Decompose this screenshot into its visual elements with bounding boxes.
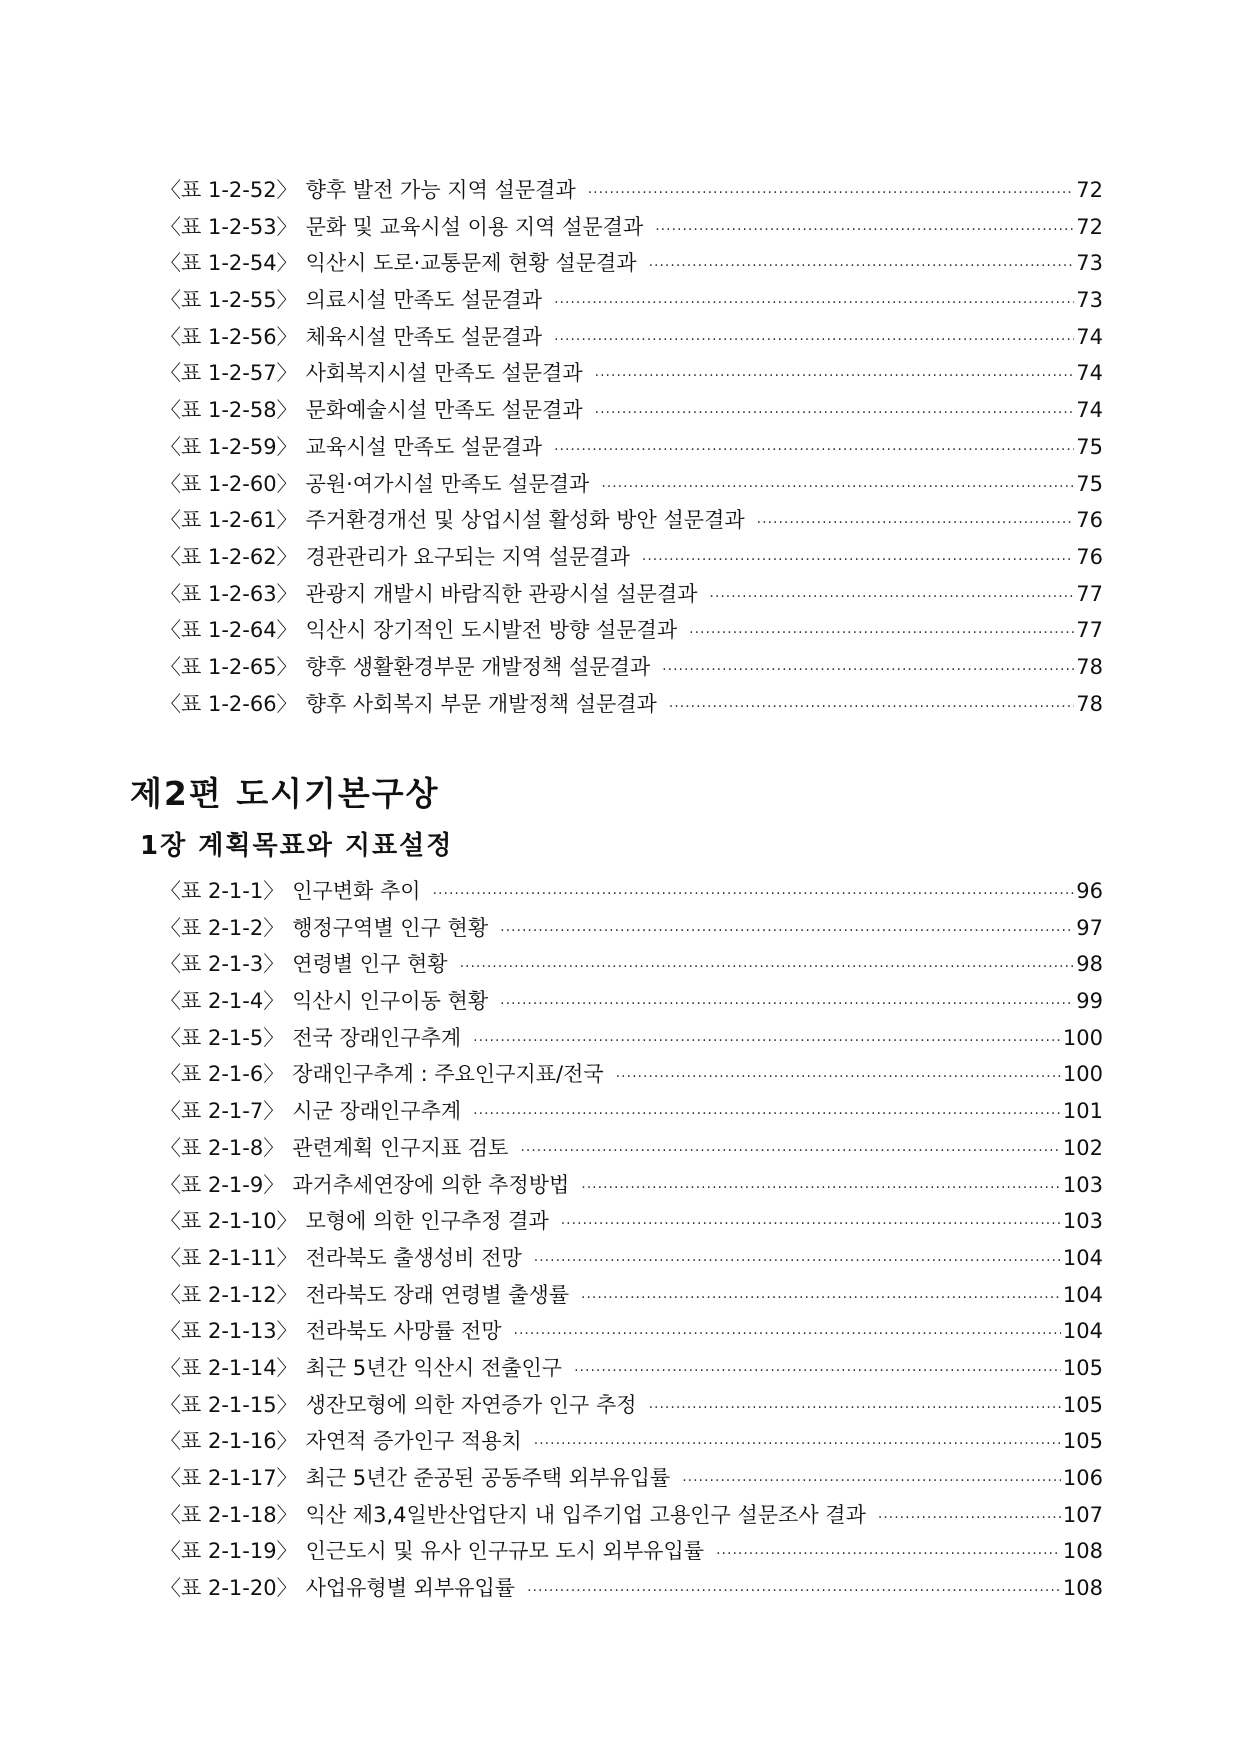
dot-leader: [534, 1426, 1061, 1463]
toc-entry[interactable]: [160, 1533, 1103, 1570]
toc-entry-page: 108: [1062, 1576, 1103, 1601]
toc-entry-title: 관련계획 인구지표 검토: [292, 1135, 509, 1160]
toc-entry-page: 75: [1076, 471, 1103, 496]
toc-entry-number: 〈표 1-2-60〉: [160, 471, 298, 496]
toc-entry-page: 103: [1062, 1172, 1103, 1197]
toc-list-part1-tables: [160, 172, 1103, 722]
toc-entry[interactable]: [160, 946, 1103, 983]
dot-leader: [669, 689, 1074, 726]
toc-entry[interactable]: [160, 429, 1103, 466]
toc-entry-number: 〈표 1-2-56〉: [160, 324, 298, 349]
toc-entry-page: 102: [1062, 1135, 1103, 1160]
toc-entry[interactable]: [160, 1130, 1103, 1167]
toc-entry-title: 사회복지시설 만족도 설문결과: [305, 361, 583, 386]
toc-entry[interactable]: [160, 686, 1103, 723]
dot-leader: [500, 986, 1074, 1023]
toc-entry-page: 76: [1076, 508, 1103, 533]
toc-entry-number: 〈표 1-2-63〉: [160, 581, 298, 606]
toc-list-chapter1-tables: [160, 873, 1103, 1607]
dot-leader: [554, 285, 1074, 322]
toc-entry-title: 인구변화 추이: [292, 879, 421, 903]
dot-leader: [554, 432, 1074, 469]
toc-entry-title: 익산 제3,4일반산업단지 내 입주기업 고용인구 설문조사 결과: [305, 1502, 866, 1527]
toc-entry-title: 생잔모형에 의한 자연증가 인구 추정: [305, 1392, 637, 1417]
toc-entry-title: 연령별 인구 현황: [292, 952, 448, 977]
toc-entry-page: 104: [1062, 1319, 1103, 1344]
toc-entry-title: 의료시설 만족도 설문결과: [305, 288, 543, 313]
toc-entry-page: 74: [1076, 324, 1103, 349]
toc-entry[interactable]: [160, 983, 1103, 1020]
toc-entry-number: 〈표 2-1-17〉: [160, 1466, 298, 1490]
dot-leader: [716, 1536, 1061, 1573]
dot-leader: [689, 615, 1074, 652]
toc-entry-title: 전라북도 장래 연령별 출생률: [305, 1282, 570, 1307]
dot-leader: [649, 1390, 1061, 1427]
toc-entry[interactable]: [160, 245, 1103, 282]
toc-entry-number: 〈표 1-2-61〉: [160, 508, 298, 533]
toc-entry-page: 72: [1076, 178, 1103, 202]
dot-leader: [709, 579, 1074, 616]
dot-leader: [500, 913, 1074, 950]
toc-entry-page: 103: [1062, 1209, 1103, 1234]
toc-entry[interactable]: [160, 502, 1103, 539]
toc-entry-page: 72: [1076, 214, 1103, 239]
dot-leader: [514, 1316, 1061, 1353]
dot-leader: [561, 1206, 1061, 1243]
toc-entry-number: 〈표 1-2-52〉: [160, 178, 298, 202]
toc-entry[interactable]: [160, 1240, 1103, 1277]
toc-entry-number: 〈표 1-2-64〉: [160, 618, 298, 643]
dot-leader: [588, 175, 1075, 212]
toc-entry-number: 〈표 1-2-54〉: [160, 251, 298, 276]
toc-entry[interactable]: [160, 319, 1103, 356]
toc-entry-title: 장래인구추계 : 주요인구지표/전국: [292, 1062, 604, 1087]
toc-entry-page: 98: [1076, 952, 1103, 977]
toc-entry-page: 100: [1062, 1025, 1103, 1050]
toc-entry-number: 〈표 1-2-62〉: [160, 544, 298, 569]
toc-entry[interactable]: [160, 910, 1103, 947]
toc-entry-number: 〈표 2-1-3〉: [160, 952, 285, 977]
toc-entry-title: 문화예술시설 만족도 설문결과: [305, 398, 583, 423]
toc-entry-title: 모형에 의한 인구추정 결과: [305, 1209, 549, 1234]
toc-entry[interactable]: [160, 649, 1103, 686]
toc-entry-number: 〈표 2-1-15〉: [160, 1392, 298, 1417]
toc-entry[interactable]: [160, 1570, 1103, 1607]
toc-entry-number: 〈표 2-1-4〉: [160, 989, 285, 1014]
toc-entry-title: 행정구역별 인구 현황: [292, 915, 489, 940]
toc-entry-page: 96: [1076, 879, 1103, 903]
dot-leader: [655, 212, 1074, 249]
dot-leader: [581, 1280, 1061, 1317]
toc-entry-number: 〈표 1-2-59〉: [160, 434, 298, 459]
toc-entry-page: 73: [1076, 288, 1103, 313]
toc-entry-number: 〈표 2-1-6〉: [160, 1062, 285, 1087]
toc-entry-title: 체육시설 만족도 설문결과: [305, 324, 543, 349]
toc-entry-title: 관광지 개발시 바람직한 관광시설 설문결과: [305, 581, 698, 606]
dot-leader: [460, 949, 1075, 986]
dot-leader: [595, 395, 1075, 432]
toc-entry-page: 99: [1076, 989, 1103, 1014]
toc-entry-title: 전국 장래인구추계: [292, 1025, 462, 1050]
toc-entry-title: 최근 5년간 익산시 전출인구: [305, 1355, 563, 1380]
toc-entry-number: 〈표 2-1-12〉: [160, 1282, 298, 1307]
toc-entry-title: 전라북도 출생성비 전망: [305, 1245, 522, 1270]
toc-entry[interactable]: [160, 1387, 1103, 1424]
toc-entry[interactable]: [160, 1093, 1103, 1130]
dot-leader: [581, 1170, 1061, 1207]
toc-entry-number: 〈표 1-2-65〉: [160, 654, 298, 679]
toc-entry[interactable]: [160, 873, 1103, 910]
toc-entry-number: 〈표 2-1-11〉: [160, 1245, 298, 1270]
toc-entry-title: 향후 생활환경부문 개발정책 설문결과: [305, 654, 651, 679]
toc-entry-number: 〈표 2-1-19〉: [160, 1539, 298, 1564]
toc-entry-page: 105: [1062, 1355, 1103, 1380]
part-title: 제2편 도시기본구상: [130, 774, 440, 813]
toc-entry[interactable]: [160, 576, 1103, 613]
dot-leader: [757, 505, 1075, 542]
toc-entry[interactable]: [160, 209, 1103, 246]
toc-entry[interactable]: [160, 1167, 1103, 1204]
toc-entry-title: 익산시 인구이동 현황: [292, 989, 489, 1014]
dot-leader: [642, 542, 1074, 579]
toc-entry[interactable]: [160, 172, 1103, 209]
dot-leader: [520, 1133, 1060, 1170]
toc-entry-page: 104: [1062, 1245, 1103, 1270]
dot-leader: [574, 1353, 1061, 1390]
toc-entry-page: 73: [1076, 251, 1103, 276]
toc-entry-number: 〈표 2-1-16〉: [160, 1429, 298, 1454]
toc-entry-number: 〈표 1-2-58〉: [160, 398, 298, 423]
toc-entry-page: 78: [1076, 654, 1103, 679]
toc-entry-title: 시군 장래인구추계: [292, 1099, 462, 1124]
toc-entry[interactable]: [160, 539, 1103, 576]
toc-entry-page: 78: [1076, 691, 1103, 716]
dot-leader: [433, 876, 1075, 913]
toc-entry-number: 〈표 2-1-13〉: [160, 1319, 298, 1344]
toc-entry[interactable]: [160, 1313, 1103, 1350]
toc-entry[interactable]: [160, 355, 1103, 392]
dot-leader: [473, 1096, 1061, 1133]
dot-leader: [595, 358, 1075, 395]
toc-entry[interactable]: [160, 1350, 1103, 1387]
dot-leader: [616, 1059, 1061, 1096]
toc-entry-title: 경관관리가 요구되는 지역 설문결과: [305, 544, 630, 569]
toc-entry[interactable]: [160, 1020, 1103, 1057]
toc-entry-title: 최근 5년간 준공된 공동주택 외부유입률: [305, 1466, 671, 1490]
dot-leader: [878, 1500, 1061, 1537]
toc-entry-page: 100: [1062, 1062, 1103, 1087]
toc-entry-title: 전라북도 사망률 전망: [305, 1319, 502, 1344]
toc-entry-number: 〈표 1-2-57〉: [160, 361, 298, 386]
toc-entry-title: 향후 발전 가능 지역 설문결과: [305, 178, 576, 202]
toc-entry-page: 107: [1062, 1502, 1103, 1527]
toc-entry-number: 〈표 2-1-5〉: [160, 1025, 285, 1050]
toc-entry-title: 문화 및 교육시설 이용 지역 설문결과: [305, 214, 644, 239]
toc-entry[interactable]: [160, 1277, 1103, 1314]
dot-leader: [473, 1023, 1061, 1060]
toc-entry-page: 108: [1062, 1539, 1103, 1564]
toc-entry[interactable]: [160, 1056, 1103, 1093]
toc-entry[interactable]: [160, 1497, 1103, 1534]
toc-entry-number: 〈표 2-1-8〉: [160, 1135, 285, 1160]
toc-entry-page: 106: [1062, 1466, 1103, 1490]
dot-leader: [534, 1243, 1061, 1280]
dot-leader: [527, 1573, 1061, 1610]
toc-entry-title: 사업유형별 외부유입률: [305, 1576, 516, 1601]
dot-leader: [601, 469, 1074, 506]
toc-entry[interactable]: [160, 392, 1103, 429]
toc-entry[interactable]: [160, 1423, 1103, 1460]
toc-entry-number: 〈표 1-2-55〉: [160, 288, 298, 313]
toc-entry-title: 향후 사회복지 부문 개발정책 설문결과: [305, 691, 657, 716]
toc-entry-page: 105: [1062, 1392, 1103, 1417]
toc-entry-title: 자연적 증가인구 적용치: [305, 1429, 522, 1454]
toc-entry-title: 과거추세연장에 의한 추정방법: [292, 1172, 570, 1197]
toc-entry-number: 〈표 2-1-2〉: [160, 915, 285, 940]
dot-leader: [649, 248, 1075, 285]
toc-entry-title: 공원·여가시설 만족도 설문결과: [305, 471, 590, 496]
toc-entry-page: 77: [1076, 618, 1103, 643]
toc-entry-page: 104: [1062, 1282, 1103, 1307]
toc-entry-title: 교육시설 만족도 설문결과: [305, 434, 543, 459]
dot-leader: [682, 1463, 1061, 1500]
dot-leader: [554, 322, 1074, 359]
toc-entry-number: 〈표 2-1-7〉: [160, 1099, 285, 1124]
toc-entry-title: 주거환경개선 및 상업시설 활성화 방안 설문결과: [305, 508, 745, 533]
toc-entry-number: 〈표 2-1-18〉: [160, 1502, 298, 1527]
toc-entry-number: 〈표 1-2-53〉: [160, 214, 298, 239]
toc-entry-page: 74: [1076, 398, 1103, 423]
toc-entry-number: 〈표 2-1-1〉: [160, 879, 285, 903]
toc-entry-page: 75: [1076, 434, 1103, 459]
toc-entry-number: 〈표 2-1-20〉: [160, 1576, 298, 1601]
toc-entry-page: 77: [1076, 581, 1103, 606]
toc-entry-page: 74: [1076, 361, 1103, 386]
toc-entry[interactable]: [160, 282, 1103, 319]
toc-entry[interactable]: [160, 612, 1103, 649]
toc-entry-page: 101: [1062, 1099, 1103, 1124]
toc-entry-number: 〈표 1-2-66〉: [160, 691, 298, 716]
toc-entry-page: 76: [1076, 544, 1103, 569]
toc-entry[interactable]: [160, 1460, 1103, 1497]
toc-entry-page: 97: [1076, 915, 1103, 940]
toc-entry-title: 익산시 장기적인 도시발전 방향 설문결과: [305, 618, 678, 643]
toc-entry-number: 〈표 2-1-9〉: [160, 1172, 285, 1197]
toc-entry-title: 익산시 도로·교통문제 현황 설문결과: [305, 251, 637, 276]
toc-entry-number: 〈표 2-1-10〉: [160, 1209, 298, 1234]
toc-entry-page: 105: [1062, 1429, 1103, 1454]
toc-entry[interactable]: [160, 466, 1103, 503]
toc-entry[interactable]: [160, 1203, 1103, 1240]
chapter-title: 1장 계획목표와 지표설정: [140, 831, 454, 861]
dot-leader: [662, 652, 1074, 689]
toc-entry-title: 인근도시 및 유사 인구규모 도시 외부유입률: [305, 1539, 705, 1564]
toc-entry-number: 〈표 2-1-14〉: [160, 1355, 298, 1380]
